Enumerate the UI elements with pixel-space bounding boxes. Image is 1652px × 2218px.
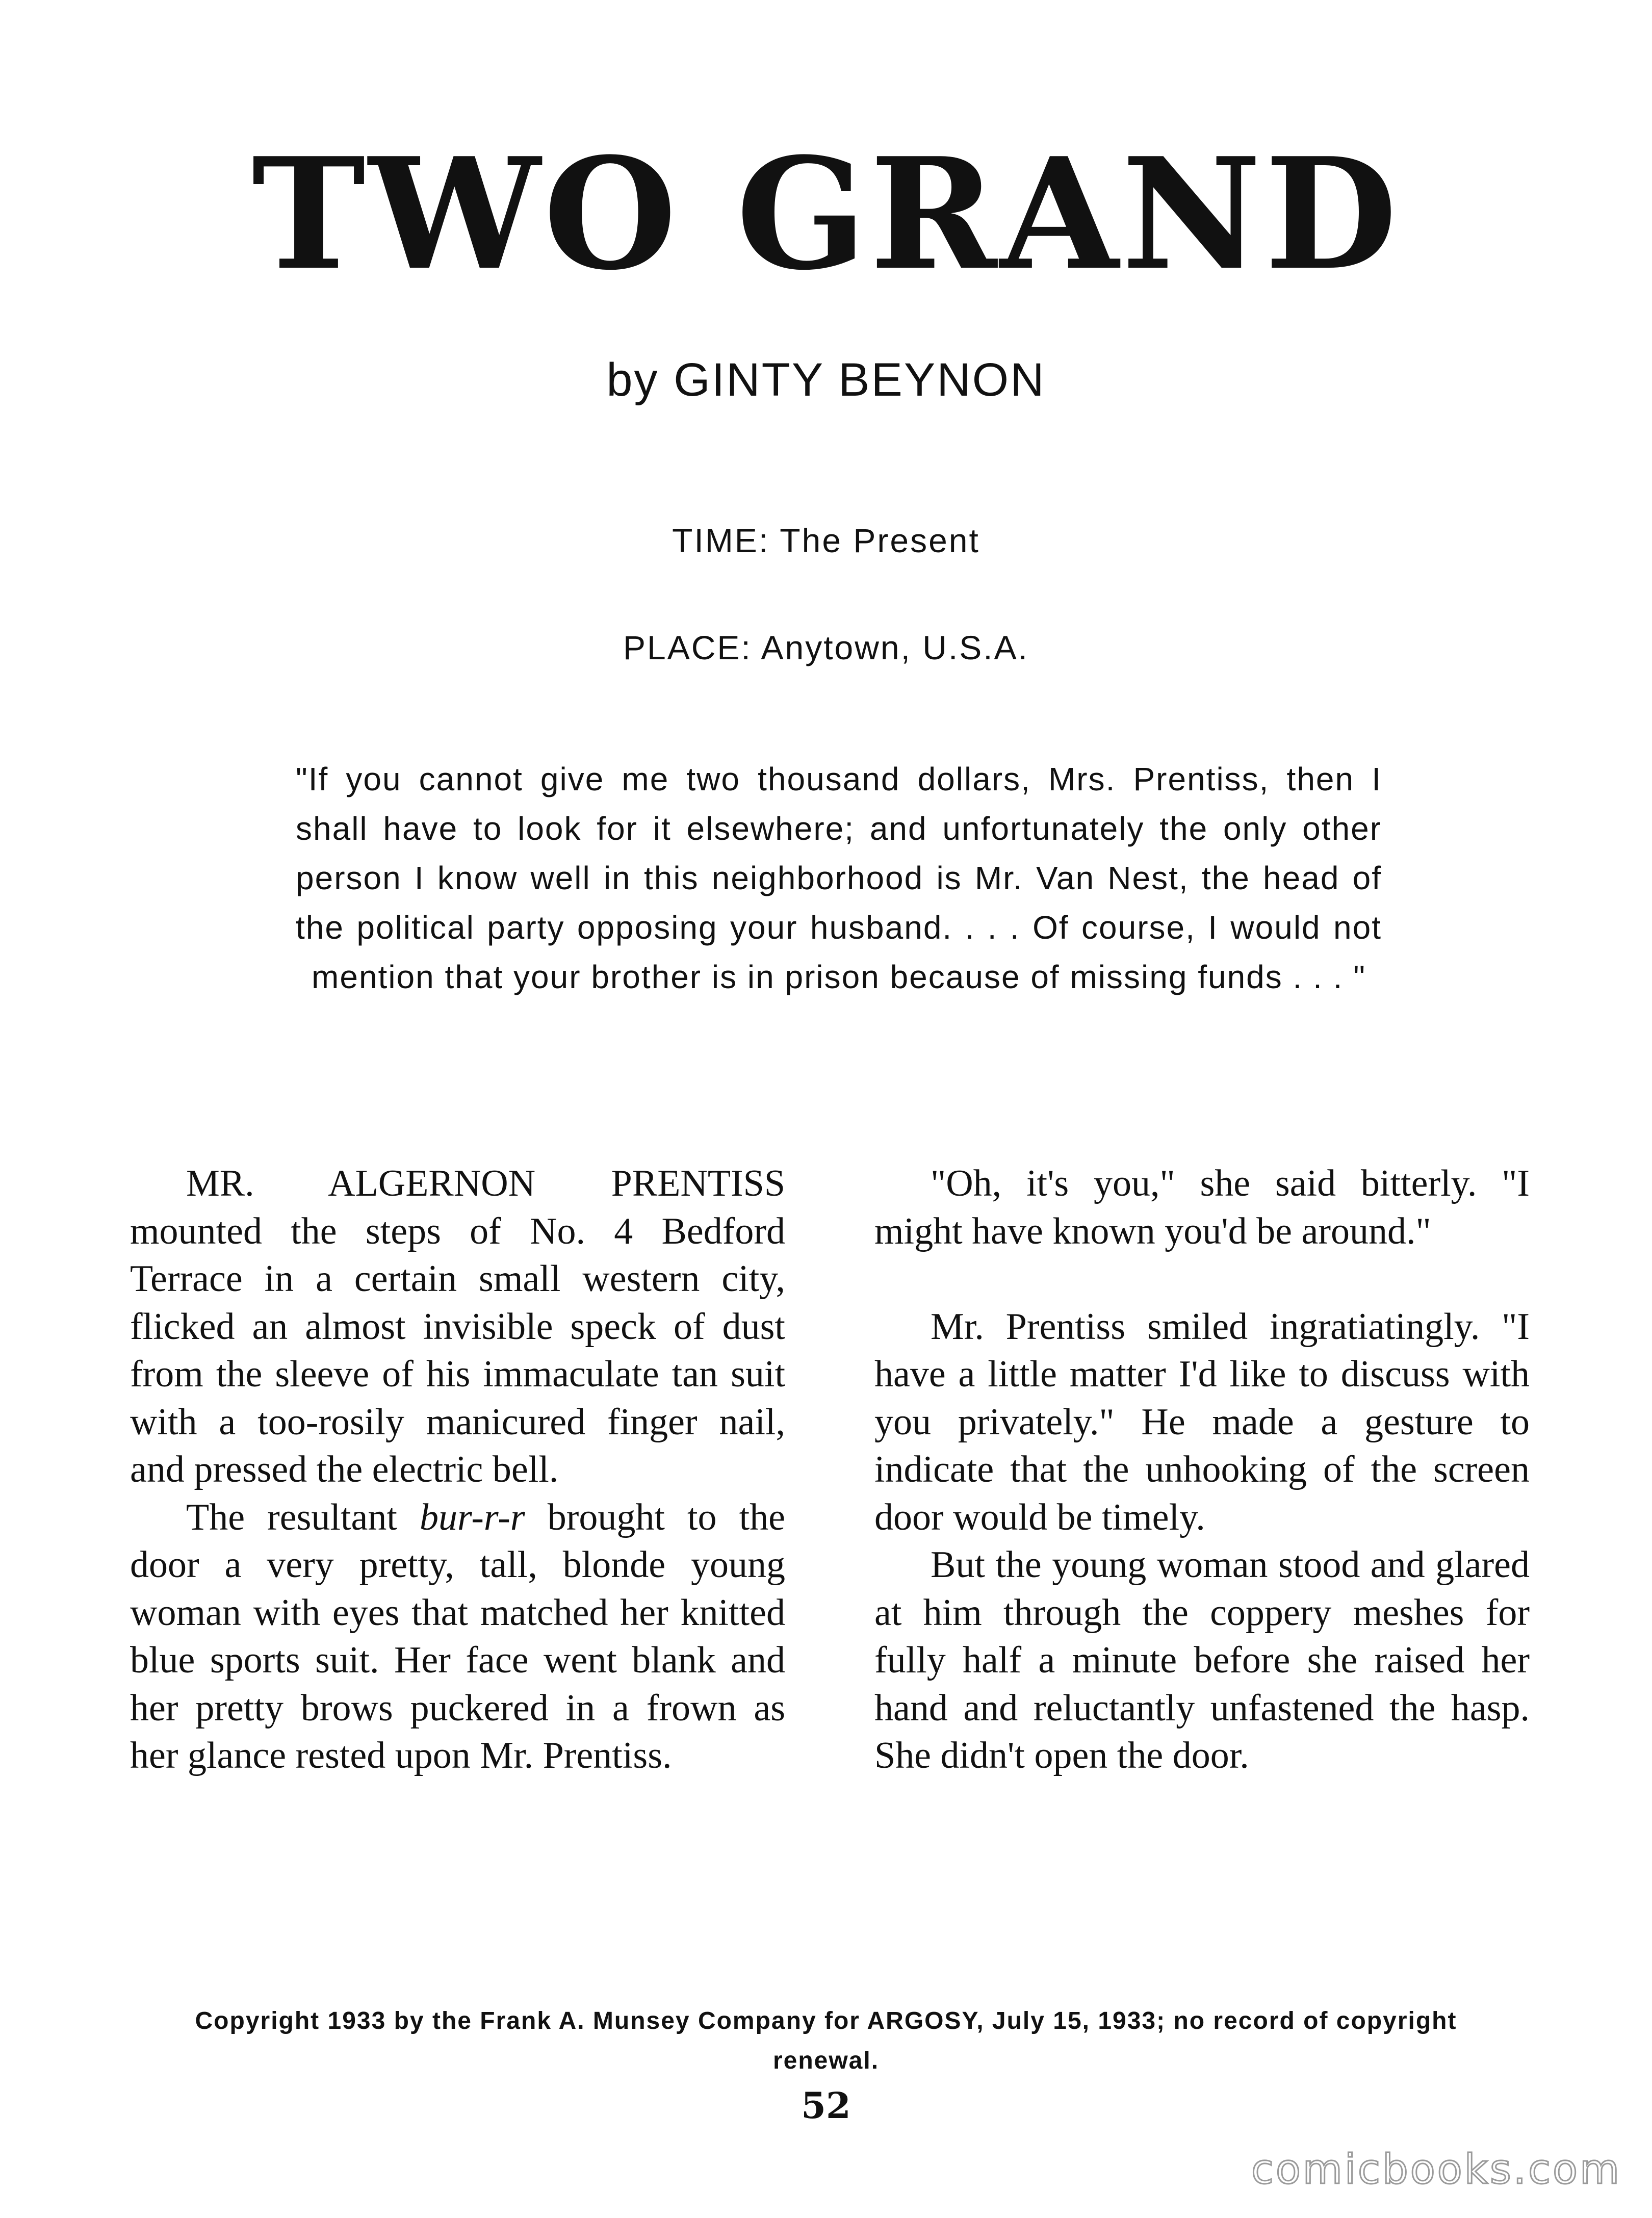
watermark-logo: comicbooks.com	[1251, 2146, 1621, 2193]
place-setting: PLACE: Anytown, U.S.A.	[623, 629, 1029, 666]
copyright-notice: Copyright 1933 by the Frank A. Munsey Company for ARGOSY, July 15, 1933; no record of copyright renewal.	[195, 2007, 1457, 2074]
epigraph-quote: "If you cannot give me two thousand dollars, Mrs. Prentiss, then I shall have to look for it elsewhere; and unfortunately the only other person I know well in this neighborhood is Mr. Van Nest, the head of the political party opposing your husband. . . . Of course, I would not mention that your brother is in prison because of missing funds . . . "	[296, 761, 1382, 995]
italic-sound-word: bur-r-r	[419, 1496, 525, 1538]
left-paragraph-1: MR. ALGERNON PRENTISS mounted the steps of No. 4 Bedford Terrace in a certain small western city, flicked an almost invisible speck of dust from the sleeve of his immaculate tan suit with a too-rosily manicured finger nail, and pressed the electric bell.	[130, 1163, 785, 1490]
right-paragraph-1: "Oh, it's you," she said bitterly. "I might have known you'd be around."	[874, 1163, 1530, 1252]
story-title: TWO GRAND	[251, 124, 1401, 304]
left-paragraph-2: The resultant bur-r-r brought to the door a very pretty, tall, blonde young woman with eyes that matched her knitted blue sports suit. Her face went blank and her pretty brows puckered in a frown as her glance rested upon Mr. Prentiss.	[130, 1496, 786, 1776]
author-byline: by GINTY BEYNON	[606, 354, 1046, 406]
left-column	[130, 1160, 785, 1780]
right-paragraph-3: But the young woman stood and glared at him through the coppery meshes for fully half a minute before she raised her hand and reluctantly unfastened the hasp. She didn't open the door.	[874, 1544, 1530, 1776]
right-column	[874, 1160, 1530, 1780]
page-number: 52	[801, 2084, 851, 2127]
time-setting: TIME: The Present	[672, 522, 980, 559]
right-paragraph-2: Mr. Prentiss smiled ingratiatingly. "I have a little matter I'd like to discuss with you privately." He made a gesture to indicate that the unhooking of the screen door would be timely.	[874, 1305, 1530, 1538]
